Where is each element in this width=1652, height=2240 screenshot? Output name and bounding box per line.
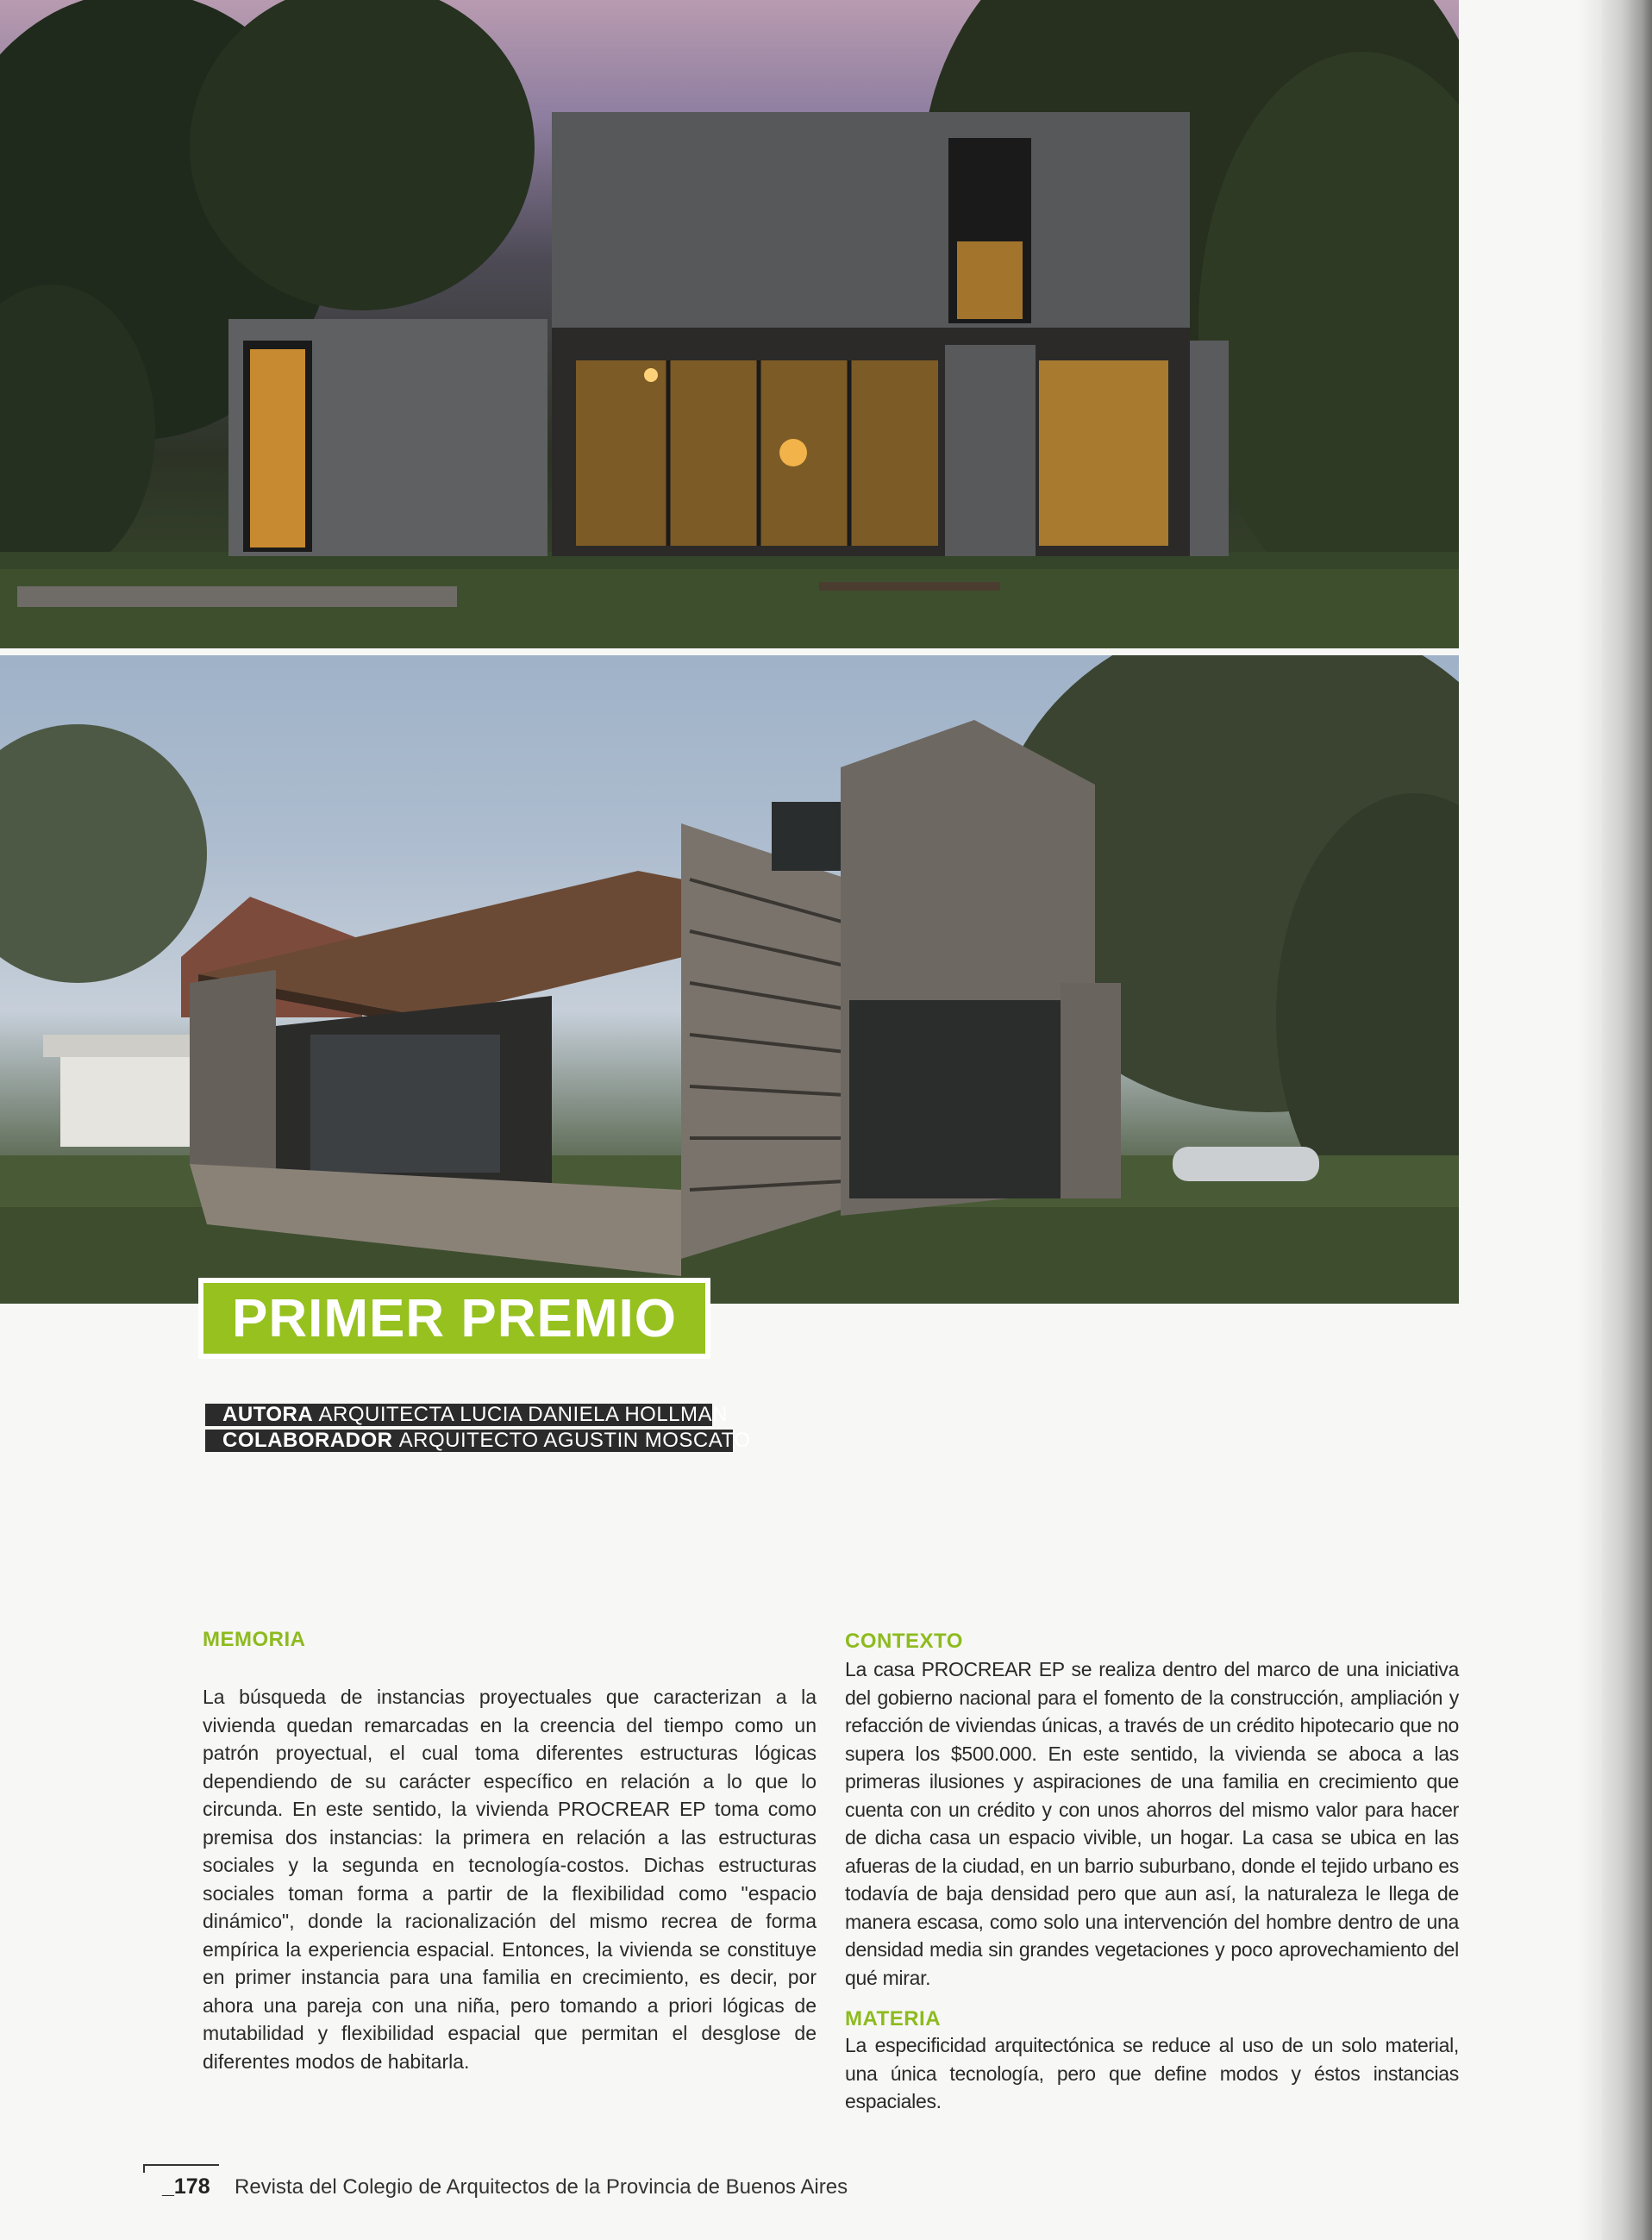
materia-heading: MATERIA bbox=[845, 2007, 942, 2030]
memoria-heading: MEMORIA bbox=[203, 1628, 306, 1651]
contexto-body: La casa PROCREAR EP se realiza dentro del marco de una iniciativa del gobierno nacional para el fomento de la construcción, ampliación y refacción de viviendas únicas, a través de un crédito hipotecario que no supera los $500.000. En este sentido, la vivienda se aboca a las primeras ilusiones y aspiraciones de una familia en crecimiento que cuenta con un crédito y con unos ahorros del mismo valor para hacer de dicha casa un espacio vivible, un hogar. La casa se ubica en las afueras de la ciudad, en un barrio suburbano, donde el tejido urbano es todavía de baja densidad pero que aun así, la naturaleza le llega de manera escasa, como solo una intervención del hombre dentro de una densidad media sin grandes vegetaciones y poco aprovechamiento del qué mirar. bbox=[845, 1658, 1459, 1989]
house-pergola-illustration bbox=[0, 655, 1459, 1304]
credit-collaborator-role: COLABORADOR bbox=[222, 1429, 399, 1452]
contexto-heading: CONTEXTO bbox=[845, 1630, 963, 1653]
page-edge-shadow bbox=[1602, 0, 1652, 2240]
memoria-body: La búsqueda de instancias proyectuales que caracterizan a la vivienda quedan remarcadas en la creencia del tiempo como un patrón proyectual, el cual toma diferentes estructuras lógicas dependiendo de su carácter específico en relación a lo que lo circunda. En este sentido, la vivienda PROCREAR EP toma como premisa dos instancias: la primera en relación a las estructuras sociales y la segunda en tecnología-costos. Dichas estructuras sociales toman forma a partir de la flexibilidad como "espacio dinámico", donde la racionalización del mismo recrea de forma empírica la experiencia espacial. Entonces, la vivienda se constituye en primer instancia para una familia en crecimiento, es decir, por ahora una pareja con una niña, pero tomando a priori lógicas de mutabilidad y flexibilidad espacial que permitan el desglose de diferentes modos de habitarla. bbox=[203, 1686, 817, 2073]
page-gutter bbox=[1578, 0, 1602, 2240]
credit-collaborator bbox=[205, 1429, 751, 1452]
footer-rule bbox=[143, 2164, 219, 2166]
credit-author-role: AUTORA bbox=[222, 1403, 319, 1426]
house-facade-photo bbox=[0, 0, 1459, 648]
footer-journal-title: Revista del Colegio de Arquitectos de la Provincia de Buenos Aires bbox=[235, 2175, 848, 2199]
house-facade-illustration bbox=[0, 0, 1459, 648]
prize-banner-label: PRIMER PREMIO bbox=[232, 1288, 677, 1348]
credit-author bbox=[205, 1403, 728, 1426]
materia-body: La especificidad arquitectónica se reduce al uso de un solo material, una única tecnología, pero que define modos y éstos instancias espaciales. bbox=[845, 2034, 1459, 2112]
house-pergola-photo bbox=[0, 655, 1459, 1304]
credit-author-name: ARQUITECTA LUCIA DANIELA HOLLMAN bbox=[318, 1403, 728, 1426]
page-number: _178 bbox=[162, 2174, 210, 2199]
prize-banner bbox=[198, 1278, 710, 1359]
credit-collaborator-name: ARQUITECTO AGUSTIN MOSCATO bbox=[398, 1429, 751, 1452]
footer-tick bbox=[143, 2164, 145, 2173]
